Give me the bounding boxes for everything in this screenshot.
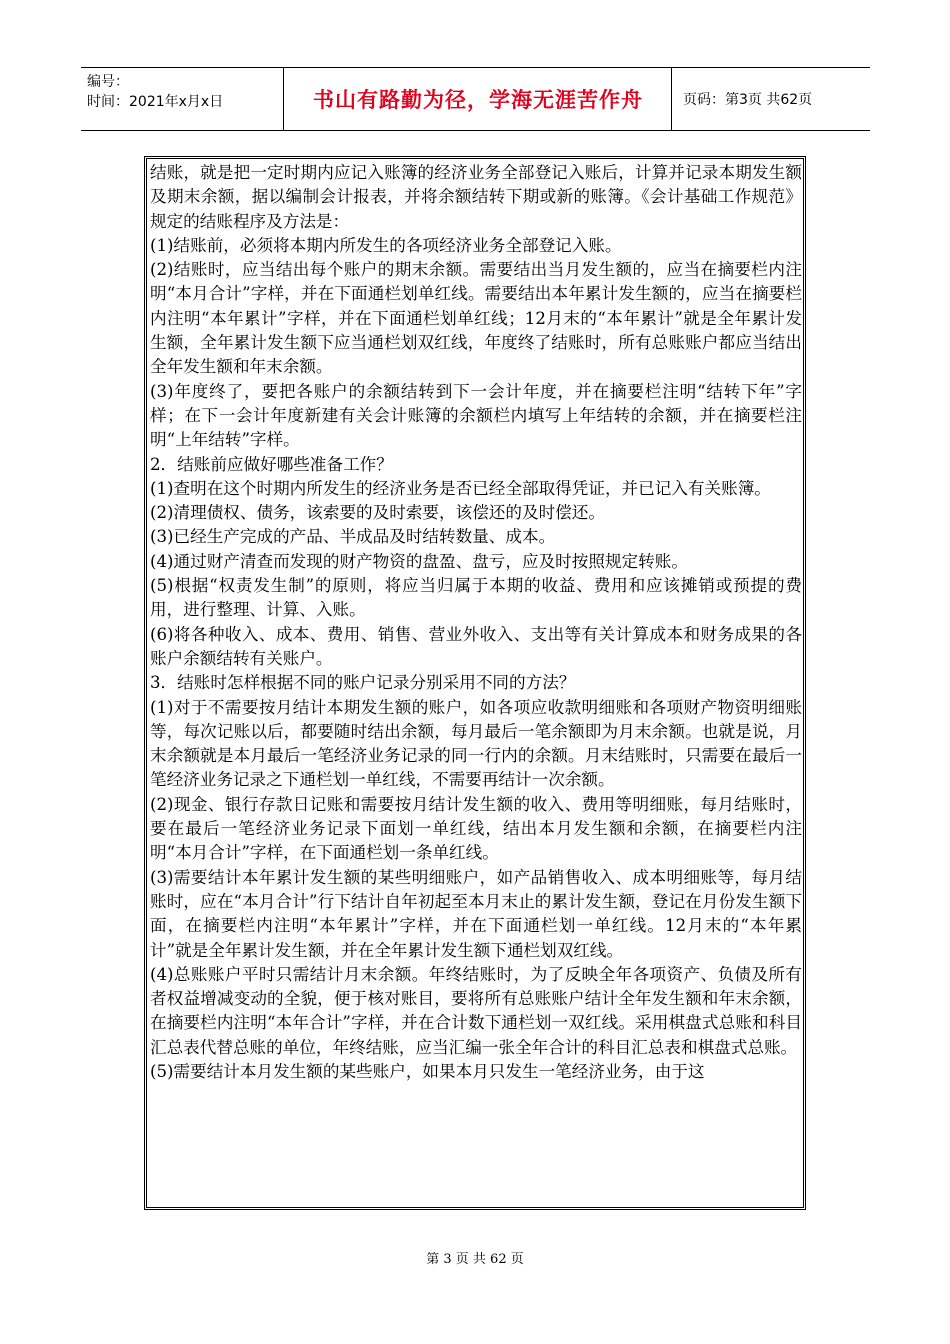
paragraph: (2)现金、银行存款日记账和需要按月结计发生额的收入、费用等明细账，每月结账时，要在最后一笔经济业务记录下面划一单红线，结出本月发生额和余额，在摘要栏内注明“本月合计”字样，在下面通栏划一条单红线。 <box>150 794 802 863</box>
paragraph: (2)清理债权、债务，该索要的及时索要，该偿还的及时偿还。 <box>150 503 605 523</box>
paragraph: (1)对于不需要按月结计本期发生额的账户，如各项应收款明细账和各项财产物资明细账等，每次记账以后，都要随时结出余额，每月最后一笔余额即为月末余额。也就是说，月末余额就是本月最后一笔经济业务记录的同一行内的余额。月末结账时，只需要在最后一笔经济业务记录之下通栏划一单红线，不需要再结计一次余额。 <box>150 697 802 790</box>
content-box <box>144 156 806 1210</box>
paragraph: (1)查明在这个时期内所发生的经济业务是否已经全部取得凭证，并已记入有关账簿。 <box>150 478 771 498</box>
number-label: 编号： <box>87 74 129 90</box>
paragraph: (3)年度终了，要把各账户的余额结转到下一会计年度，并在摘要栏注明“结转下年”字样；在下一会计年度新建有关会计账簿的余额栏内填写上年结转的余额，并在摘要栏注明“上年结转”字样。 <box>150 381 802 450</box>
paragraph: (6)将各种收入、成本、费用、销售、营业外收入、支出等有关计算成本和财务成果的各账户余额结转有关账户。 <box>150 624 802 668</box>
paragraph: 结账，就是把一定时期内应记入账簿的经济业务全部登记入账后，计算并记录本期发生额及期末余额，据以编制会计报表，并将余额结转下期或新的账簿。《会计基础工作规范》规定的结账程序及方法是： <box>150 163 802 231</box>
paragraph: (2)结账时，应当结出每个账户的期末余额。需要结出当月发生额的，应当在摘要栏内注明“本月合计”字样，并在下面通栏划单红线。需要结出本年累计发生额的，应当在摘要栏内注明“本年累计”字样，并在下面通栏划单红线；12月末的“本年累计”就是全年累计发生额，全年累计发生额下应当通栏划双红线，年度终了结账时，所有总账账户都应当结出全年发生额和年末余额。 <box>150 260 802 377</box>
time-label: 时间：2021年x月x日 <box>87 94 224 110</box>
header-motto: 书山有路勤为径，学海无涯苦作舟 <box>313 88 643 112</box>
section-heading: 3．结账时怎样根据不同的账户记录分别采用不同的方法？ <box>150 673 576 693</box>
page-footer: 第 3 页 共 62 页 <box>426 1252 524 1267</box>
header-page-info: 页码：第3页 共62页 <box>683 92 813 108</box>
paragraph: (3)需要结计本年累计发生额的某些明细账户，如产品销售收入、成本明细账等，每月结账时，应在“本月合计”行下结计自年初起至本月末止的累计发生额，登记在月份发生额下面，在摘要栏内注明“本年累计”字样，并在下面通栏划一单红线。12月末的“本年累计”就是全年累计发生额，并在全年累计发生额下通栏划双红线。 <box>150 867 802 960</box>
page-header <box>81 67 870 131</box>
paragraph: (3)已经生产完成的产品、半成品及时结转数量、成本。 <box>150 527 556 547</box>
header-meta <box>87 72 223 112</box>
paragraph: (4)通过财产清查而发现的财产物资的盘盈、盘亏，应及时按照规定转账。 <box>150 551 688 571</box>
document-body <box>150 161 802 1084</box>
header-divider <box>283 68 284 130</box>
section-heading: 2．结账前应做好哪些准备工作？ <box>150 454 393 474</box>
paragraph: (5)根据“权责发生制”的原则，将应当归属于本期的收益、费用和应该摊销或预提的费用，进行整理、计算、入账。 <box>150 576 802 620</box>
paragraph: (1)结账前，必须将本期内所发生的各项经济业务全部登记入账。 <box>150 235 622 255</box>
header-divider <box>671 68 672 130</box>
paragraph: (5)需要结计本月发生额的某些账户，如果本月只发生一笔经济业务，由于这 <box>150 1061 705 1081</box>
paragraph: (4)总账账户平时只需结计月末余额。年终结账时，为了反映全年各项资产、负债及所有者权益增减变动的全貌，便于核对账目，要将所有总账账户结计全年发生额和年末余额，在摘要栏内注明“本年合计”字样，并在合计数下通栏划一双红线。采用棋盘式总账和科目汇总表代替总账的单位，年终结账，应当汇编一张全年合计的科目汇总表和棋盘式总账。 <box>150 964 802 1057</box>
